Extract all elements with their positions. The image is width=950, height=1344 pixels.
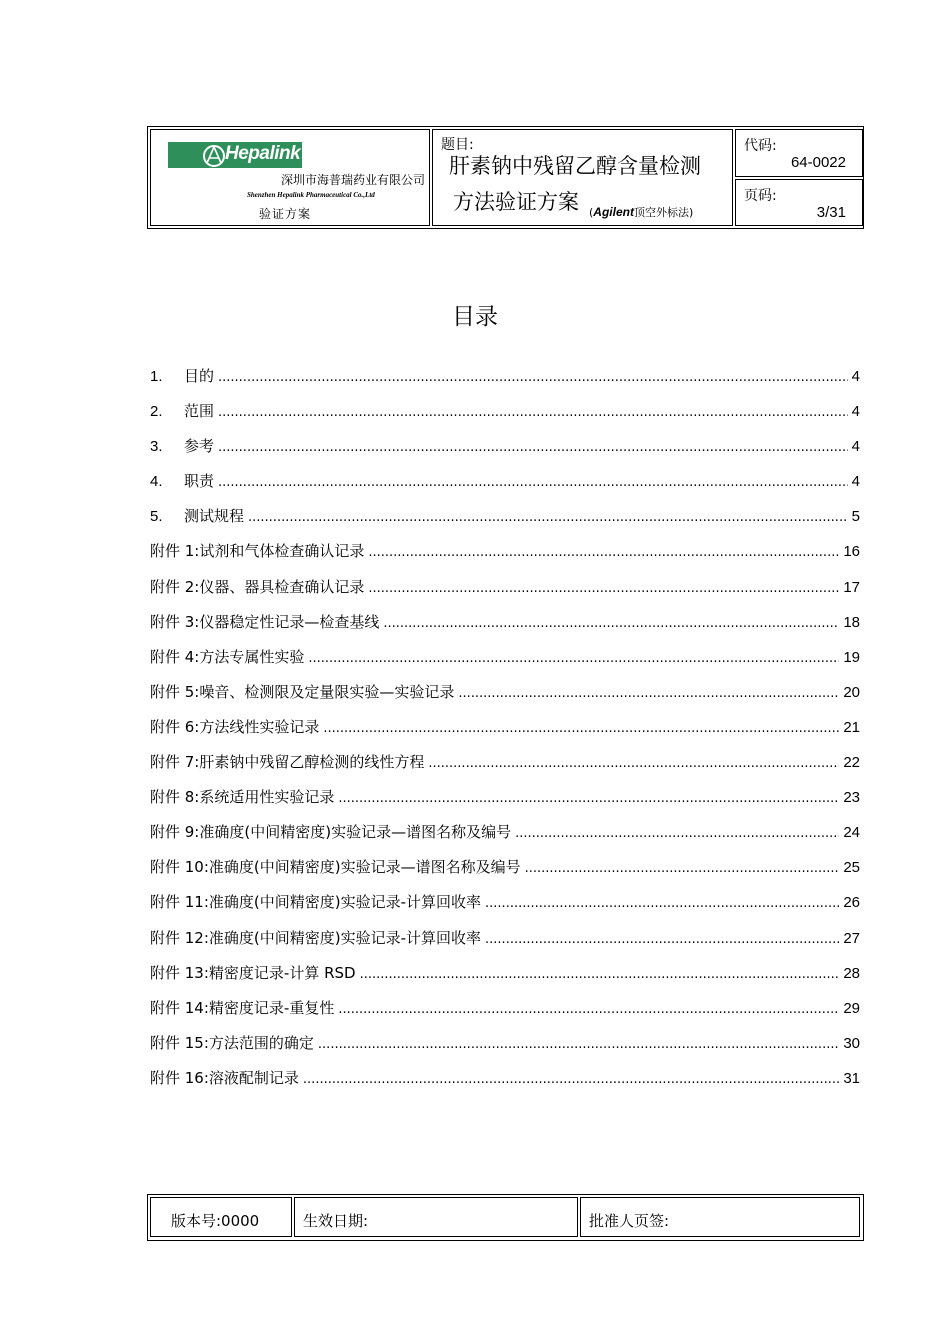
toc-entry-number: 3. xyxy=(150,438,163,456)
page-label: 页码: xyxy=(744,188,777,204)
company-logo xyxy=(168,142,302,168)
toc-entry-label: 附件 16:溶液配制记录 xyxy=(150,1068,299,1087)
approver-signature-label: 批准人页签: xyxy=(589,1212,670,1230)
toc-dot-leader xyxy=(218,370,848,385)
code-label: 代码: xyxy=(744,138,777,154)
header-title-cell xyxy=(432,129,733,226)
toc-entry-page: 21 xyxy=(843,718,860,736)
toc-entry[interactable] xyxy=(150,540,860,575)
version-cell xyxy=(150,1197,292,1237)
toc-dot-leader xyxy=(428,756,839,771)
toc-entry-label: 附件 15:方法范围的确定 xyxy=(150,1033,314,1052)
toc-entry-page: 28 xyxy=(843,964,860,982)
toc-entry-label: 附件 6:方法线性实验记录 xyxy=(150,717,320,736)
note-rest: 顶空外标法) xyxy=(633,206,694,219)
toc-dot-leader xyxy=(383,616,839,631)
toc-dot-leader xyxy=(458,686,839,701)
header-page-cell xyxy=(735,179,863,226)
toc-entry-page: 17 xyxy=(843,578,860,596)
toc-entry-label: 附件 14:精密度记录-重复性 xyxy=(150,998,335,1017)
document-footer xyxy=(147,1194,864,1241)
toc-entry[interactable] xyxy=(150,962,860,997)
toc-entry[interactable] xyxy=(150,470,860,505)
toc-dot-leader xyxy=(218,440,848,455)
toc-entry-label: 附件 13:精密度记录-计算 RSD xyxy=(150,963,356,982)
toc-entry-page: 23 xyxy=(843,789,860,807)
toc-entry-label: 附件 4:方法专属性实验 xyxy=(150,647,305,666)
header-code-cell xyxy=(735,129,863,177)
toc-entry-number: 5. xyxy=(150,508,163,526)
toc-entry-page: 31 xyxy=(843,1069,860,1087)
document-title-line-2: 方法验证方案 xyxy=(453,190,579,214)
toc-dot-leader xyxy=(368,581,839,596)
toc-entry-number: 4. xyxy=(150,473,163,491)
toc-dot-leader xyxy=(218,405,848,420)
toc-entry[interactable] xyxy=(150,505,860,540)
document-header xyxy=(147,126,864,229)
company-name-en: Shenzhen Hepalink Pharmaceutical Co.,Ltd xyxy=(247,191,375,199)
toc-title: 目录 xyxy=(452,304,498,330)
document-title-line-1: 肝素钠中残留乙醇含量检测 xyxy=(449,154,701,178)
toc-entry-label: 附件 8:系统适用性实验记录 xyxy=(150,788,335,807)
toc-entry-label: 目的 xyxy=(184,367,215,385)
toc-entry-label: 测试规程 xyxy=(184,507,245,526)
toc-entry-label: 范围 xyxy=(184,402,215,421)
toc-entry-label: 附件 9:准确度(中间精密度)实验记录—谱图名称及编号 xyxy=(150,823,512,842)
toc-dot-leader xyxy=(303,1072,839,1087)
document-type: 验证方案 xyxy=(259,207,312,221)
version-number: 版本号:0000 xyxy=(171,1212,260,1230)
hepalink-logo-icon xyxy=(202,144,226,168)
toc-entry-label: 附件 12:准确度(中间精密度)实验记录-计算回收率 xyxy=(150,928,482,947)
page-value: 3/31 xyxy=(816,204,846,221)
toc-entry[interactable] xyxy=(150,786,860,821)
toc-entry-page: 27 xyxy=(843,929,860,947)
effective-date-label: 生效日期: xyxy=(303,1212,369,1230)
effective-date-cell xyxy=(294,1197,578,1237)
toc-entry[interactable] xyxy=(150,891,860,926)
company-name-cn: 深圳市海普瑞药业有限公司 xyxy=(281,173,426,187)
toc-entry[interactable] xyxy=(150,716,860,751)
toc-entry-label: 附件 3:仪器稳定性记录—检查基线 xyxy=(150,612,380,631)
toc-dot-leader xyxy=(323,721,839,736)
toc-dot-leader xyxy=(525,861,840,876)
toc-entry-label: 附件 5:噪音、检测限及定量限实验—实验记录 xyxy=(150,682,455,701)
note-open: ( xyxy=(589,206,594,219)
toc-entry-label: 参考 xyxy=(184,437,215,456)
toc-dot-leader xyxy=(338,1002,839,1017)
toc-dot-leader xyxy=(218,475,848,490)
toc-entry-page: 30 xyxy=(843,1034,860,1052)
toc-entry-page: 4 xyxy=(851,403,860,421)
table-of-contents xyxy=(150,365,860,1102)
toc-entry-label: 附件 1:试剂和气体检查确认记录 xyxy=(150,542,365,561)
toc-dot-leader xyxy=(318,1037,839,1052)
title-label: 题目: xyxy=(441,137,474,153)
method-note xyxy=(589,204,693,220)
toc-entry-page: 18 xyxy=(843,613,860,631)
toc-entry[interactable] xyxy=(150,646,860,681)
toc-entry-label: 附件 2:仪器、器具检查确认记录 xyxy=(150,577,365,596)
toc-entry-page: 16 xyxy=(843,543,860,561)
toc-dot-leader xyxy=(308,651,839,666)
toc-entry-label: 附件 7:肝素钠中残留乙醇检测的线性方程 xyxy=(150,753,425,772)
toc-entry[interactable] xyxy=(150,1032,860,1067)
toc-dot-leader xyxy=(485,932,839,947)
toc-entry-page: 26 xyxy=(843,894,860,912)
toc-entry-page: 29 xyxy=(843,999,860,1017)
toc-entry-page: 4 xyxy=(851,438,860,456)
toc-entry-page: 19 xyxy=(843,648,860,666)
code-value: 64-0022 xyxy=(790,154,846,171)
toc-entry-number: 1. xyxy=(150,368,163,385)
note-brand: Agilent xyxy=(593,205,634,219)
toc-dot-leader xyxy=(485,896,839,911)
logo-text: Hepalink xyxy=(225,143,301,164)
toc-entry-page: 22 xyxy=(843,754,860,772)
toc-entry[interactable] xyxy=(150,681,860,716)
toc-entry[interactable] xyxy=(150,751,860,786)
toc-entry[interactable] xyxy=(150,435,860,470)
toc-entry-page: 20 xyxy=(843,683,860,701)
toc-entry-page: 25 xyxy=(843,859,860,877)
approver-cell xyxy=(580,1197,860,1237)
toc-entry-number: 2. xyxy=(150,403,163,421)
toc-entry[interactable] xyxy=(150,400,860,435)
toc-entry[interactable] xyxy=(150,821,860,856)
toc-entry[interactable] xyxy=(150,997,860,1032)
toc-entry[interactable] xyxy=(150,856,860,891)
toc-entry-page: 4 xyxy=(851,473,860,491)
toc-entry[interactable] xyxy=(150,576,860,611)
toc-dot-leader xyxy=(368,545,839,560)
toc-dot-leader xyxy=(248,510,848,525)
toc-dot-leader xyxy=(515,826,839,841)
toc-entry-page: 4 xyxy=(851,368,860,385)
toc-dot-leader xyxy=(338,791,839,806)
toc-dot-leader xyxy=(360,967,840,982)
toc-entry[interactable] xyxy=(150,365,860,400)
toc-entry[interactable] xyxy=(150,611,860,646)
header-logo-cell xyxy=(150,129,430,226)
toc-entry-label: 附件 11:准确度(中间精密度)实验记录-计算回收率 xyxy=(150,893,482,912)
toc-entry-label: 职责 xyxy=(184,472,215,491)
toc-entry-page: 24 xyxy=(843,824,860,842)
toc-entry[interactable] xyxy=(150,1067,860,1102)
toc-entry-page: 5 xyxy=(851,508,860,526)
toc-entry[interactable] xyxy=(150,927,860,962)
toc-entry-label: 附件 10:准确度(中间精密度)实验记录—谱图名称及编号 xyxy=(150,858,521,877)
